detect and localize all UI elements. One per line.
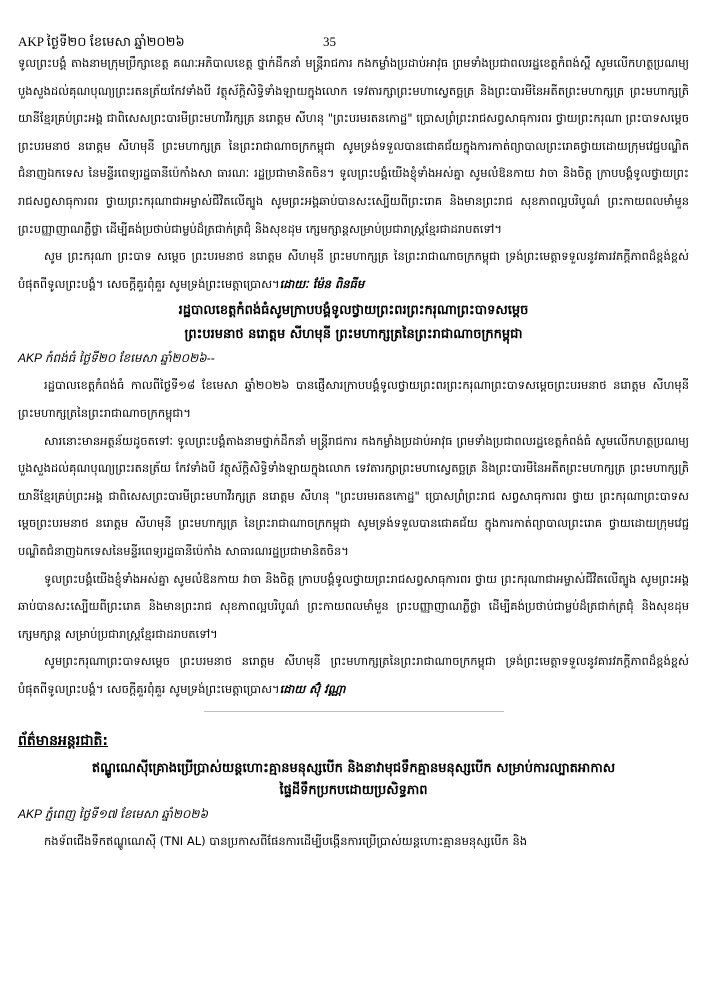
page-number: 35 [323,34,336,49]
header-date: AKP ថ្ងៃទី២០ ខែមេសា ឆ្នាំ២០២៦ [18,34,185,49]
article3-title-line-2: ផ្ទៃដីទឹកប្រកបដោយប្រសិទ្ធភាព [279,783,428,799]
article2-paragraph-1: រដ្ឋបាលខេត្តកំពង់ធំ កាលពីថ្ងៃទី១៨ ខែមេសា ឆ្នាំ២០២៦ បានផ្ញើសារក្រាបបង្គំទូលថ្វាយព្រះពរព្រះករុណាព្រះបាទសម្តេចព្រះបរមនាថ នរោត្តម សីហមុនី ព្រះមហាក្សត្រនៃព្រះរាជាណាចក្រកម្ពុជា។ [18,378,689,420]
article2-paragraph-3: ទូលព្រះបង្គំយើងខ្ញុំទាំងអស់គ្នា សូមលំឱនកាយ វាចា និងចិត្ត ក្រាបបង្គំទូលថ្វាយព្រះរាជសព្វសាធុការពរ ថ្វាយ ព្រះករុណាជាអម្ចាស់ជីវិតលើត្បូង សូមព្រះអង្គឆាប់បានសះស្បើយពីព្រះរោគ និងមានព្រះរាជ សុខភាពល្អបរិបូណ៌ ព្រះកាយពលមាំមួន ព្រះបញ្ញាញាណភ្លឺថ្លា ដើម្បីគង់ប្រថាប់ជាម្លប់ដ៏ត្រជាក់ត្រជុំ និងសុខដុម ក្សេមក្សាន្ត សម្រាប់ប្រជារាស្ត្រខ្មែរជាដរាបតទៅ។ [18,571,689,641]
article2-closing-text: សូមព្រះករុណាព្រះបាទសម្តេច ព្រះបរមនាថ នរោត្តម សីហមុនី ព្រះមហាក្សត្រនៃព្រះរាជាណាចក្រកម្ពុជា ទ្រង់ព្រះមេត្តាទទួលនូវគារវភក្តីភាពដ៏ខ្ពង់ខ្ពស់បំផុតពីទូលព្រះបង្គំ។ សេចក្តីគួរពុំគួរ សូមទ្រង់ព្រះមេត្តាប្រោស។ [18,654,689,696]
article1-byline: ដោយៈ ម៉ែន ពិនធីម [279,276,365,291]
article2-paragraph-4 [18,648,689,703]
article3-dateline: AKP ភ្នំពេញ ថ្ងៃទី១៧ ខែមេសា ឆ្នាំ២០២៦ [18,807,209,822]
page-header [18,28,689,50]
article2-dateline: AKP កំពង់ធំ ថ្ងៃទី២០ ខែមេសា ឆ្នាំ២០២៦-- [18,351,215,366]
article1-closing-text: សូម ព្រះករុណា ព្រះបាទ សម្តេច ព្រះបរមនាថ នរោត្តម សីហមុនី ព្រះមហាក្សត្រ នៃព្រះរាជាណាចក្រកម្ពុជា ទ្រង់ព្រះមេត្តាទទួលនូវគារវភក្តីភាពដ៏ខ្ពង់ខ្ពស់បំផុតពីទូលព្រះបង្គំ។ សេចក្តីគួរពុំគួរ សូមទ្រង់ព្រះមេត្តាប្រោស។ [18,249,689,291]
article2-paragraph-2: សារនោះមានអត្ថន័យដូចតទៅៈ ទូលព្រះបង្គំតាងនាមថ្នាក់ដឹកនាំ មន្ត្រីរាជការ កងកម្លាំងប្រដាប់អាវុធ ព្រមទាំងប្រជាពលរដ្ឋខេត្តកំពង់ធំ សូមលើកហត្ថប្រណម្យ បួងសួងដល់គុណបុណ្យព្រះរតនត្រ័យ កែវទាំងបី វត្ថុស័ក្តិសិទ្ធិទាំងឡាយក្នុងលោក ទេវតារក្សាព្រះមហាស្វេតច្ឆត្រ និងព្រះបារមីនៃអតីតព្រះមហាក្សត្រ ព្រះមហាក្សត្រិយានីខ្មែរគ្រប់ព្រះអង្គ ជាពិសេសព្រះបារមីព្រះមហាវីរក្សត្រ នរោត្តម សីហនុ "ព្រះបរមរតនកោដ្ឋ" ប្រោសព្រំព្រះរាជ សព្វសាធុការពរ ថ្វាយ ព្រះករុណាព្រះបាទសម្តេចព្រះបរមនាថ នរោត្តម សីហមុនី ព្រះមហាក្សត្រ នៃព្រះរាជាណាចក្រកម្ពុជា សូមទ្រង់ទទួលបានជោគជ័យ ក្នុងការកាត់ព្យាបាលព្រះរោគ ថ្វាយដោយក្រុមវេជ្ជបណ្ឌិតជំនាញឯកទេសនៃមន្ទីរពេទ្យរដ្ឋធានីប៉េកាំង សាធារណរដ្ឋប្រជាមានិតចិន។ [18,433,689,558]
article2-byline: ដោយ ស៊ុំ វណ្ណា [279,681,346,696]
section-heading-international: ព័ត៌មានអន្តរជាតិ: [18,733,109,750]
article2-title-line-1: រដ្ឋបាលខេត្តកំពង់ធំសូមក្រាបបង្គំទូលថ្វាយព្រះពរព្រះករុណាព្រះបាទសម្តេច [178,303,529,319]
section-divider [204,711,504,712]
article3-paragraph-1: កងទ័ពជើងទឹកឥណ្ឌូណេស៊ី (TNI AL) បានប្រកាសពីផែនការដើម្បីបង្កើនការប្រើប្រាស់យន្តហោះគ្មានមនុស្សបើក និង [44,834,528,849]
article1-paragraph-1: ទូលព្រះបង្គំ តាងនាមក្រុមប្រឹក្សាខេត្ត គណៈអភិបាលខេត្ត ថ្នាក់ដឹកនាំ មន្ត្រីរាជការ កងកម្លាំងប្រដាប់អាវុធ ព្រមទាំងប្រជាពលរដ្ឋខេត្តកំពង់ស្ពឺ សូមលើកហត្ថប្រណម្យ បួងសួងដល់គុណបុណ្យព្រះរតនត្រ័យកែវទាំងបី វត្ថុស័ក្តិសិទ្ធិទាំងឡាយក្នុងលោក ទេវតារក្សាព្រះមហាស្វេតច្ឆត្រ និងព្រះបារមីនៃអតីតព្រះមហាក្សត្រ ព្រះមហាក្សត្រិយានីខ្មែរគ្រប់ព្រះអង្គ ជាពិសេសព្រះបារមីព្រះមហាវីរក្សត្រ នរោត្តម សីហនុ "ព្រះបរមរតនកោដ្ឋ" ប្រោសព្រំព្រះរាជសព្វសាធុការពរ ថ្វាយព្រះករុណា ព្រះបាទសម្តេច ព្រះបរមនាថ នរោត្តម សីហមុនី ព្រះមហាក្សត្រ នៃព្រះរាជាណាចក្រកម្ពុជា សូមទ្រង់ទទួលបានជោគជ័យក្នុងការកាត់ព្យាបាលព្រះរោគថ្វាយដោយក្រុមវេជ្ជបណ្ឌិតជំនាញឯកទេស នៃមន្ទីរពេទ្យរដ្ឋធានីប៉េកាំងសា ធារណៈ រដ្ឋប្រជាមានិតចិន។ ទូលព្រះបង្គំយើងខ្ញុំទាំងអស់គ្នា សូមលំឱនកាយ វាចា និងចិត្ត ក្រាបបង្គំទូលថ្វាយព្រះរាជសព្វសាធុការពរ ថ្វាយព្រះករុណាជាអម្ចាស់ជីវិតលើត្បូង សូមព្រះអង្គឆាប់បានសះស្បើយពីព្រះរោគ និងមានព្រះរាជ សុខភាពល្អបរិបូណ៌ ព្រះកាយពលមាំមួន ព្រះបញ្ញាញាណភ្លឺថ្លា ដើម្បីគង់ប្រថាប់ជាម្លប់ដ៏ត្រជាក់ត្រជុំ និងសុខដុម ក្សេមក្សាន្តសម្រាប់ប្រជារាស្ត្រខ្មែរជាដរាបតទៅ។ [18,56,689,236]
article2-title-line-2: ព្រះបរមនាថ នរោត្តម សីហមុនី ព្រះមហាក្សត្រនៃព្រះរាជាណាចក្រកម្ពុជា [184,327,523,343]
article3-title-line-1: ឥណ្ឌូណេស៊ីគ្រោងប្រើប្រាស់យន្តហោះគ្មានមនុស្សបើក និងនាវាមុជទឹកគ្មានមនុស្សបើក សម្រាប់ការល្បាតអាកាស [91,761,616,777]
article1-paragraph-2 [18,243,689,298]
